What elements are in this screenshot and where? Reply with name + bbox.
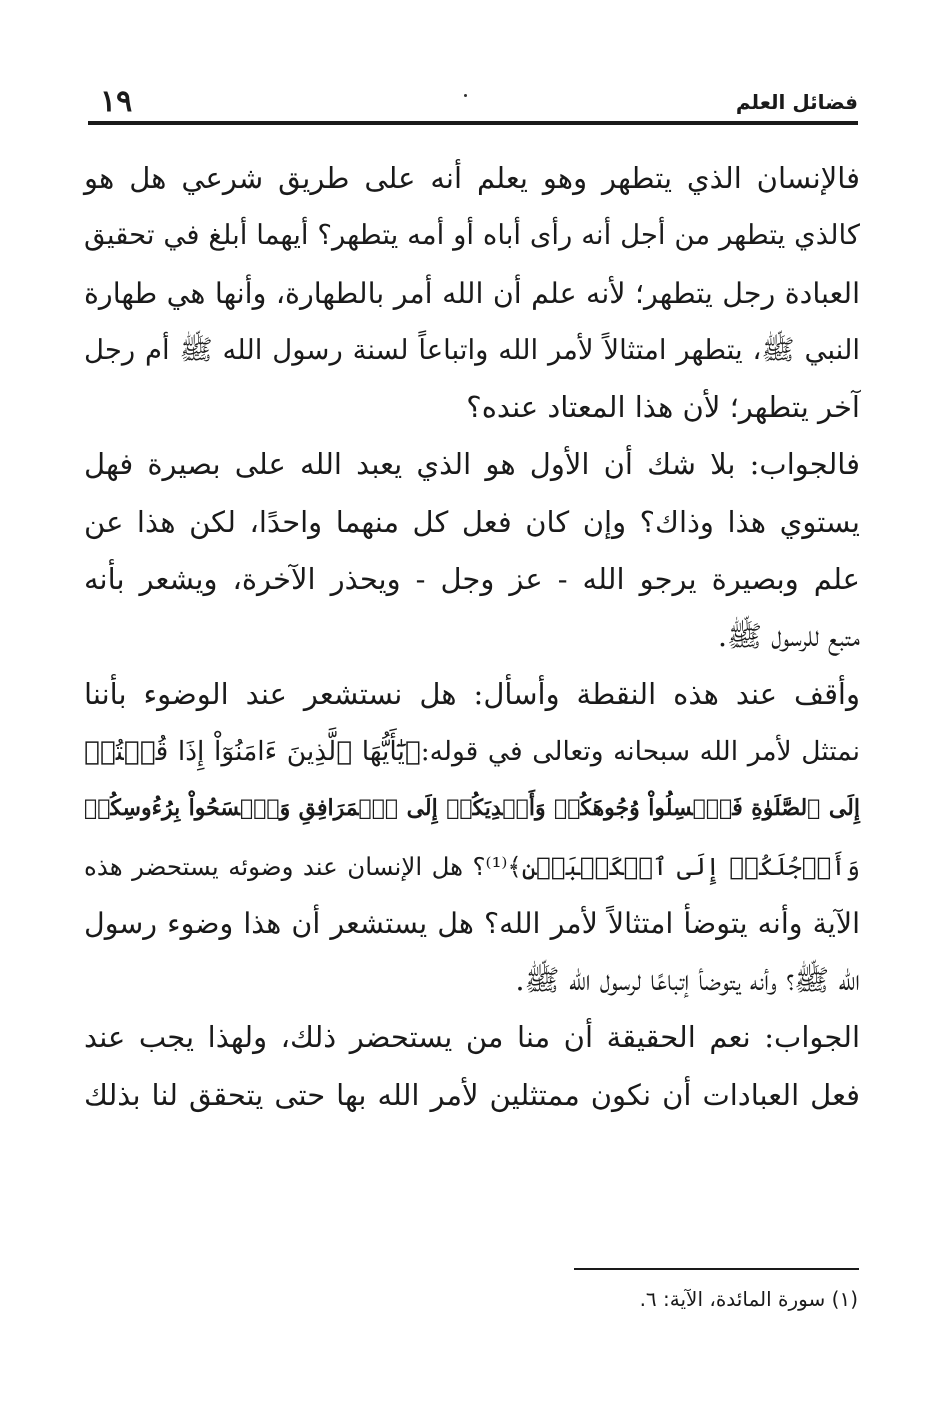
- text-line: النبي ﷺ، يتطهر امتثالاً لأمر الله واتباعاً لسنة رسول الله ﷺ أم رجل: [84, 333, 860, 366]
- page-header: [88, 84, 858, 122]
- text-line: علم وبصيرة يرجو الله - عز وجل - ويحذر الآخرة، ويشعر بأنه: [84, 562, 860, 597]
- text-line: الآية وأنه يتوضأ امتثالاً لأمر الله؟ هل يستشعر أن هذا وضوء رسول: [84, 906, 860, 940]
- text-line: وَأَرۡجُلَكُمۡ إِلَى ٱلۡكَعۡبَيۡنِ﴾⁽¹⁾؟ هل الإنسان عند وضوئه يستحضر هذه: [84, 851, 860, 881]
- footnote: (١) سورة المائدة، الآية: ٦.: [639, 1287, 858, 1311]
- text-line: فالجواب: بلا شك أن الأول هو الذي يعبد الله على بصيرة فهل: [84, 447, 860, 482]
- footnote-divider: [574, 1268, 859, 1270]
- text-line: الجواب: نعم الحقيقة أن منا من يستحضر ذلك، ولهذا يجب عند: [84, 1020, 860, 1055]
- text-line: كالذي يتطهر من أجل أنه رأى أباه أو أمه يتطهر؟ أيهما أبلغ في تحقيق: [84, 219, 860, 252]
- text-line: نمتثل لأمر الله سبحانه وتعالى في قوله:﴿يَٰٓأَيُّهَا ٱلَّذِينَ ءَامَنُوٓاْ إِذَا قُمۡتُمۡ: [84, 735, 860, 767]
- text-line: وأقف عند هذه النقطة وأسأل: هل نستشعر عند الوضوء بأننا: [84, 676, 860, 711]
- body-text: [84, 150, 860, 1124]
- text-line: فالإنسان الذي يتطهر وهو يعلم أنه على طريق شرعي هل هو: [84, 161, 860, 195]
- text-line: فعل العبادات أن نكون ممتثلين لأمر الله بها حتى يتحقق لنا بذلك: [84, 1077, 860, 1112]
- text-line: الله ﷺ؟ وأنه يتوضأ إتباعًا لرسول الله ﷺ.: [515, 963, 860, 998]
- text-line: العبادة رجل يتطهر؛ لأنه علم أن الله أمر بالطهارة، وأنها هي طهارة: [84, 276, 860, 310]
- text-line: يستوي هذا وذاك؟ وإن كان فعل كل منهما واحدًا، لكن هذا عن: [84, 504, 860, 539]
- text-line: آخر يتطهر؛ لأن هذا المعتاد عنده؟: [466, 390, 860, 425]
- text-line: متبع للرسول ﷺ.: [717, 619, 860, 654]
- page-number: ١٩: [100, 84, 133, 119]
- scan-speck: [464, 94, 467, 97]
- header-divider: [88, 121, 858, 125]
- book-title: فضائل العلم: [735, 90, 858, 114]
- quran-verse-line: إِلَى ٱلصَّلَوٰةِ فَٱغۡسِلُواْ وُجُوهَكُمۡ وَأَيۡدِيَكُمۡ إِلَى ٱلۡمَرَافِقِ وَٱمۡسَحُواْ بِرُءُوسِكُمۡ: [84, 795, 860, 822]
